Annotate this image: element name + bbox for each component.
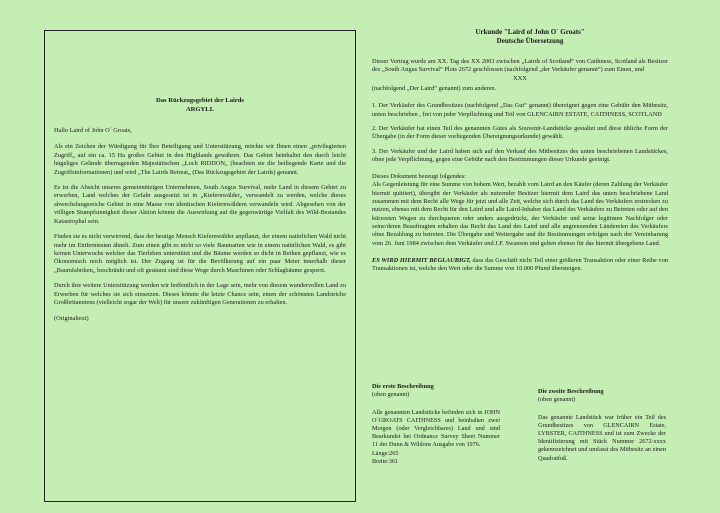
deed-title: [392, 28, 668, 46]
deed-witness-text: Als Gegenleistung für eine Summe von hohem Wert, bezahlt vom Laird an den Käufer (deren Zahlung der Verkäufer hiermit quittiert), übergibt der Verkäufer als nutzender Besitzer hiermit dem Laird das unten beschriebene Land zusammen mit dem Recht alle Wege für jetzt und alle Zeit, welche sich durch das Land des Verkäufers erstrecken zu nutzen, ebenso mit dem Recht für den Laird und alle Laird-Inhaber das Land des Verkäufers zu Betreten oder auf den kürzesten Wegen zu durchqueren oder anders ausgedrückt, der Verkäufer und seine legitimen Nachfolger oder seine/deren Beauftragten erhalten das Recht das Land des Laird und alle angrenzenden Ländereien des Verkäufers ohne Bezahlung zu betreten. Die Übergabe und Weitergabe und die Bestimmungen erfolgen nach der Vereinbarung vom 26. Juni 1984 zwischen dem Verkäufer und J.F. Swanson und gelten ebenso für das hiermit übergebene Land.: [372, 181, 668, 247]
deed-confirmation-rest: dass das Geschäft nicht Teil einer größeren Transaktion oder einer Reihe von Transaktionen ist, welche den Wert oder die Summe von 10.000 Pfund übersteigen.: [372, 256, 668, 273]
second-description-body: Das genannte Landstück war früher ein Teil des Grundbesitzes von GLENCAIRN Estate, LYBSTER, CAITHNESS und ist zum Zwecke der Identifizierung mit Stück Nummer 2672-xxxx gekennzeichnet und umfasst des Mitbesitz an einen Quadratfuß.: [538, 414, 666, 462]
first-description-title: Die erste Beschreibung: [372, 383, 434, 390]
first-description: [372, 383, 500, 466]
letter-title-region: ARGYLL: [185, 105, 215, 113]
second-description: [538, 388, 666, 463]
letter-paragraph-1: Als ein Zeichen der Würdigung für Ihre Beteiligung und Unterstützung, möchte wir Ihnen einen „privilegierten Zugriff„ auf ein ca. 15 Ha großes Gebiet in den Highlands gewähren. Das Gebiet beinhaltet den durch leicht hügeliges Gelände überragenden Majestätischen „Loch RIDDON„ (beachten sie die beiliegende Karte und die Zugriffsinformationen) und wird „The Lairds Retreat„ (Das Rückzugsgebiet der Lairds) genannt.: [54, 143, 346, 176]
letter-greeting: Hallo Laird of John O´ Groats,: [54, 126, 132, 134]
deed-item-1: 1. Der Verkäufer des Grundbesitzes (nachfolgend „Das Gut“ genannt) übereignet gegen eine Gebühr den Mitbesitz, unten beschrieben , frei von jeder Verpflichtung und Teil von GLENCAIRN ESTATE, CAITHNESS, SCOTLAND: [372, 102, 668, 118]
first-description-body: Alle genannten Landstücke befinden sich in JOHN O´GROATS CAITHNESS und beinhalten zwei Morgen (oder Vergleichbares) Land und sind Bearkundet bei Ordnance Survey Sheet Nummer 11 der Dunn & Wildons Ausgabe von 1976.: [372, 409, 500, 449]
deed-witness-intro: Dieses Dokument bezeugt folgendes:: [372, 173, 466, 181]
second-description-title: Die zweite Beschreibung: [538, 388, 604, 395]
letter-title-main: Das Rückzugsgebiet der Lairds: [156, 97, 244, 104]
letter-paragraph-2: Es ist die Absicht unseres gemeinnützigen Unternehmen, South Angus Survival, mehr Land in diesem Gebiet zu erwerben, Land welches der Gefahr ausgesetzt ist in „Kiefernwälder„ verwandelt zu werden, welche dieses abwechslungsreiche Gebiet in eine Masse von identischen Kiefernwäldern verwandeln wird. Abgesehen von der völligen Stumpfsinnigkeit dieser Aktion könnte die Auswirkung auf die gegenwärtige Vielfalt des Wild-Bestandes Katastrophal sein.: [54, 183, 346, 225]
deed-translation: [372, 28, 668, 279]
deed-intro: Dieser Vertrag wurde am XX. Tag des XX 2003 zwischen „Lairds of Scotland“ von Caithness, Scotland als Besitzer des „South Angus Survival“ Plots 2672 geschlossen (nachfolgend „der Verkäufer genannt“) zum Einen, und: [372, 58, 668, 74]
deed-intro-2: (nachfolgend „Der Laird“ genannt) zum anderen.: [372, 85, 497, 93]
deed-title-main: Urkunde "Laird of John O´ Groats": [475, 28, 585, 36]
letter-title: [54, 97, 346, 115]
retreat-letter-panel: [44, 30, 356, 502]
first-description-width: Breite:361: [372, 457, 399, 465]
deed-item-2: 2. Der Verkäufer hat einen Teil des genannten Gutes als Souvenir-Landstücke gestaltet und diese übliche Form der Übergabe (in der Form dieser vorliegenden Übereignungsurkunde) gewählt.: [372, 124, 668, 141]
letter-paragraph-4: Durch ihre weitere Unterstützung werden wir hoffentlich in der Lage sein, mehr von diesem wundervollen Land zu Erwerben für welches sie sich einsetzen. Dieses könnte die letzte Chance sein, einen der schönsten Landstriche Großbritanniens (vielleicht sogar der Welt) für unsere zukünftigen Generationen zu erhalten.: [54, 282, 346, 307]
first-description-sub: (oben genannt): [372, 391, 410, 399]
letter-footer: (Originaltext): [54, 314, 89, 322]
deed-buyer-placeholder: XXX: [513, 74, 527, 82]
second-description-sub: (oben genannt): [538, 396, 576, 404]
deed-title-sub: Deutsche Übersetzung: [496, 37, 564, 46]
deed-confirmation: [372, 257, 668, 274]
deed-item-3: 3. Der Verkäufer und der Laird haben sich auf den Verkauf des Mitbesitzes des unten beschriebenen Landstückes, ohne jede Verpflichtung, gegen eine Gebühr nach den Bestimmungen dieser Urkunde geeinigt.: [372, 147, 668, 163]
letter-paragraph-3: Finden sie es nicht verwirrend, dass der heutige Mensch Kiefernwälder anpflanzt, der einem natürlichen Wald nicht mehr im Entferntesten ähnelt. Zum einen gibt es nicht so viele Baumarten wie in einem natürlichen Wald, es gibt keinen Unterwuchs welcher das Tierleben unterstützt und die Bäume werden so dicht in Reihen gepflanzt, wie es Ökonomisch noch möglich ist. Der Zugang ist für die Bevölkerung auf ein paar Meter innerhalb dieser „Baumfabriken„ beschränkt und oft gesäumt sind diese Wege durch Maschinen oder Schlagbäume gesperrt.: [54, 233, 346, 274]
first-description-length: Länge:265: [372, 449, 399, 457]
deed-confirmation-lead: ES WIRD HIERMIT BEGLAUBIGT,: [372, 256, 471, 264]
